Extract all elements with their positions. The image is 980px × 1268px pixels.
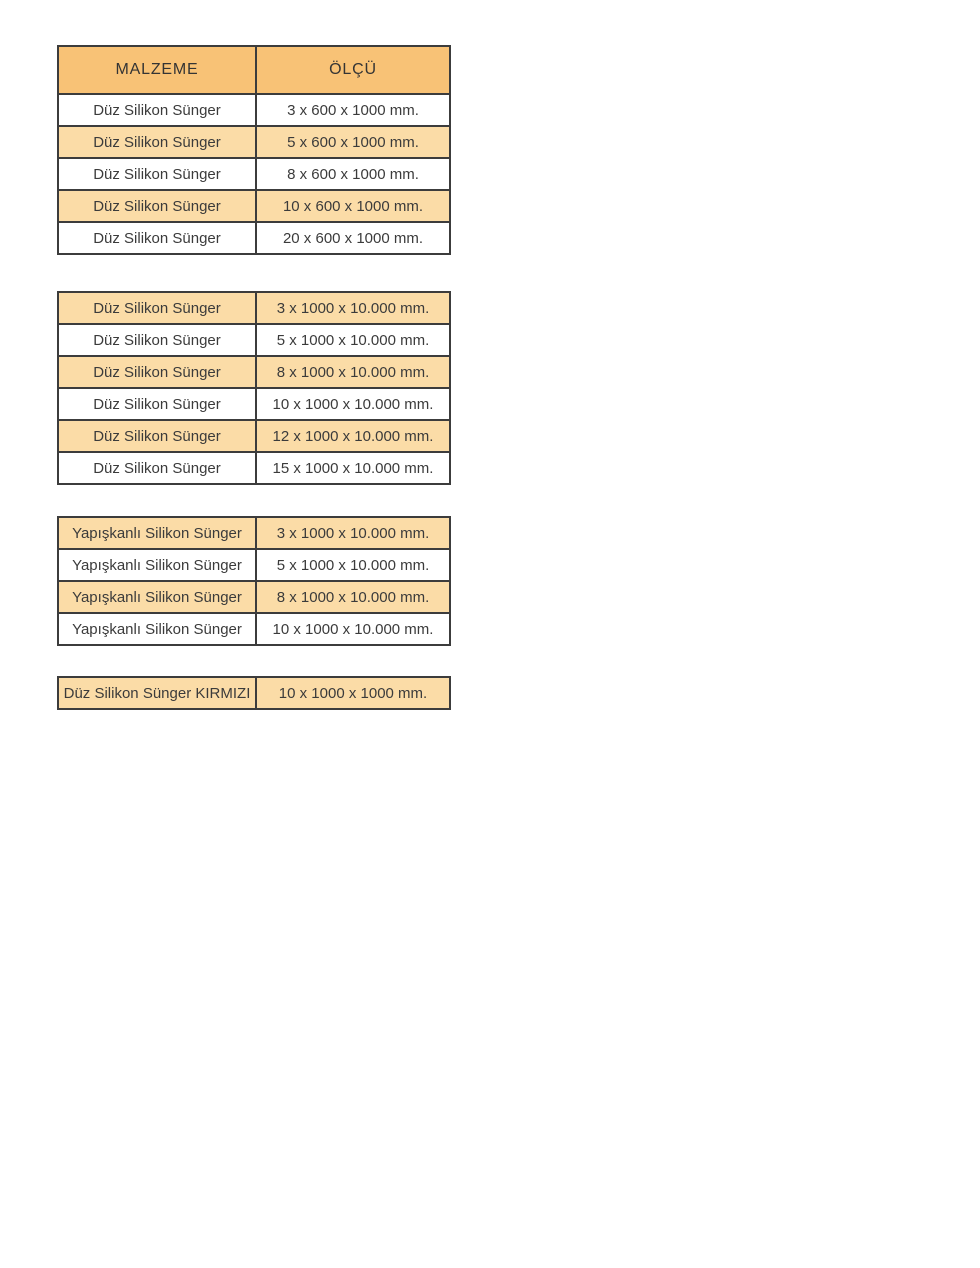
- size-cell: 10 x 1000 x 10.000 mm.: [256, 613, 450, 645]
- size-table-red: [57, 676, 451, 710]
- material-cell: Düz Silikon Sünger: [58, 420, 256, 452]
- size-table-1000mm-roll: [57, 291, 451, 485]
- material-cell: Yapışkanlı Silikon Sünger: [58, 581, 256, 613]
- material-cell: Yapışkanlı Silikon Sünger: [58, 549, 256, 581]
- material-cell: Yapışkanlı Silikon Sünger: [58, 517, 256, 549]
- material-cell: Yapışkanlı Silikon Sünger: [58, 613, 256, 645]
- table-row: [58, 158, 450, 190]
- table-row: [58, 388, 450, 420]
- material-cell: Düz Silikon Sünger: [58, 158, 256, 190]
- material-cell: Düz Silikon Sünger: [58, 222, 256, 254]
- table-row: [58, 677, 450, 709]
- table-row: [58, 126, 450, 158]
- material-cell: Düz Silikon Sünger: [58, 126, 256, 158]
- size-cell: 3 x 600 x 1000 mm.: [256, 94, 450, 126]
- size-cell: 5 x 1000 x 10.000 mm.: [256, 549, 450, 581]
- size-cell: 5 x 1000 x 10.000 mm.: [256, 324, 450, 356]
- table-row: [58, 94, 450, 126]
- size-cell: 10 x 600 x 1000 mm.: [256, 190, 450, 222]
- table-row: [58, 190, 450, 222]
- size-cell: 8 x 600 x 1000 mm.: [256, 158, 450, 190]
- size-table-adhesive: [57, 516, 451, 646]
- size-cell: 3 x 1000 x 10.000 mm.: [256, 292, 450, 324]
- size-table-600mm: [57, 45, 451, 255]
- size-cell: 12 x 1000 x 10.000 mm.: [256, 420, 450, 452]
- material-cell: Düz Silikon Sünger: [58, 292, 256, 324]
- table-row: [58, 222, 450, 254]
- size-cell: 15 x 1000 x 10.000 mm.: [256, 452, 450, 484]
- size-cell: 10 x 1000 x 1000 mm.: [256, 677, 450, 709]
- size-cell: 8 x 1000 x 10.000 mm.: [256, 581, 450, 613]
- table-row: [58, 613, 450, 645]
- column-header-olcu: ÖLÇÜ: [256, 46, 450, 94]
- size-cell: 5 x 600 x 1000 mm.: [256, 126, 450, 158]
- table-row: [58, 356, 450, 388]
- material-cell: Düz Silikon Sünger: [58, 452, 256, 484]
- table-row: [58, 581, 450, 613]
- material-cell: Düz Silikon Sünger: [58, 388, 256, 420]
- material-cell: Düz Silikon Sünger: [58, 356, 256, 388]
- table-row: [58, 420, 450, 452]
- table-row: [58, 452, 450, 484]
- column-header-malzeme: MALZEME: [58, 46, 256, 94]
- table-row: [58, 292, 450, 324]
- material-cell: Düz Silikon Sünger: [58, 94, 256, 126]
- material-cell: Düz Silikon Sünger: [58, 190, 256, 222]
- table-row: [58, 517, 450, 549]
- material-cell: Düz Silikon Sünger: [58, 324, 256, 356]
- size-cell: 8 x 1000 x 10.000 mm.: [256, 356, 450, 388]
- table-row: [58, 549, 450, 581]
- table-row: [58, 324, 450, 356]
- size-cell: 3 x 1000 x 10.000 mm.: [256, 517, 450, 549]
- material-cell: Düz Silikon Sünger KIRMIZI: [58, 677, 256, 709]
- header-row: [58, 46, 450, 94]
- size-cell: 10 x 1000 x 10.000 mm.: [256, 388, 450, 420]
- size-cell: 20 x 600 x 1000 mm.: [256, 222, 450, 254]
